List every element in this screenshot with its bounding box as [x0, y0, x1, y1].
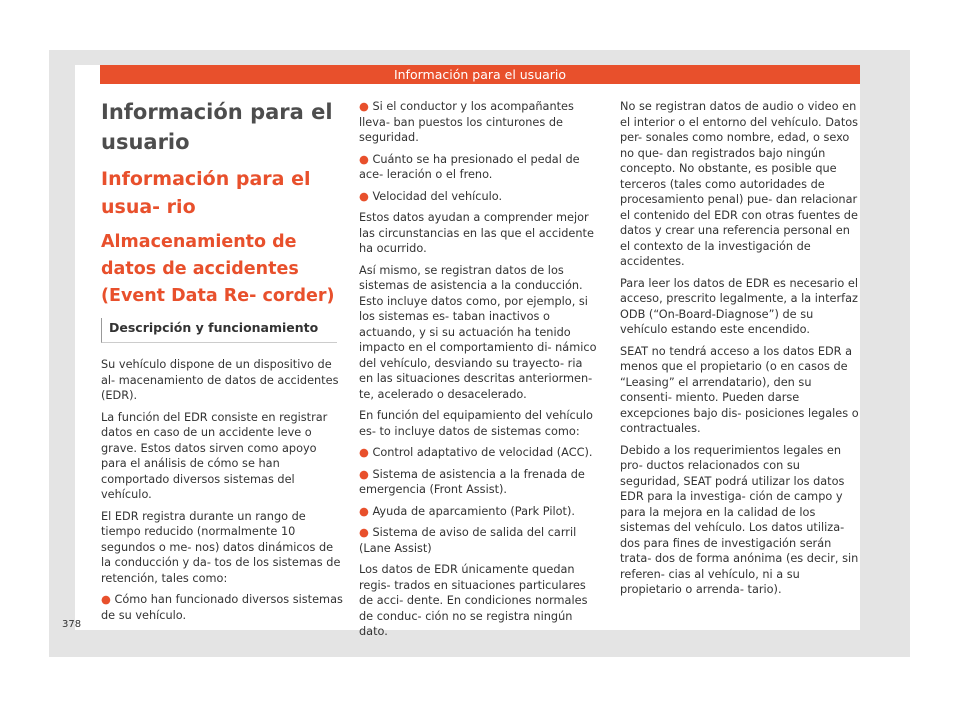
list-item [101, 592, 344, 623]
column-2 [359, 99, 599, 646]
bullet-icon: ● [359, 467, 373, 481]
main-title: Información para el usuario [101, 100, 333, 154]
list-item [359, 445, 599, 461]
paragraph: En función del equipamiento del vehículo es- to incluye datos de sistemas como: [359, 409, 593, 438]
bullet-icon: ● [359, 189, 373, 203]
paragraph: SEAT no tendrá acceso a los datos EDR a menos que el propietario (o en casos de “Leasing” el arrendatario), den su consenti- miento. Pueden darse excepciones bajo dis- posiciones legales o contractuales. [620, 344, 859, 435]
list-item-text: Cómo han funcionado diversos sistemas de su vehículo. [101, 593, 343, 622]
bullet-icon: ● [359, 152, 373, 166]
list-item [359, 99, 599, 146]
list-item-text: Si el conductor y los acompañantes lleva- ban puestos los cinturones de seguridad. [359, 100, 574, 144]
list-item [359, 504, 599, 520]
paragraph: Para leer los datos de EDR es necesario el acceso, prescrito legalmente, a la interfaz ODB (“On-Board-Diagnose”) de su vehículo estando este encendido. [620, 276, 858, 336]
list-item-text: Velocidad del vehículo. [372, 189, 503, 203]
section-title: Información para el usua- rio [101, 168, 311, 218]
subsection-title: Almacenamiento de datos de accidentes (Event Data Re- corder) [101, 232, 335, 306]
bullet-icon: ● [359, 446, 373, 459]
paragraph: La función del EDR consiste en registrar datos en caso de un accidente leve o grave. Estos datos sirven como apoyo para el análisis de cómo se han comportado diversos sistemas del vehículo. [101, 410, 328, 501]
paragraph: Así mismo, se registran datos de los sistemas de asistencia a la conducción. Esto incluye datos como, por ejemplo, si los sistemas es- taban inactivos o actuando, y si su actuación ha tenido impacto en el comportamiento di- námico del vehículo, desviando su trayecto- ria en las situaciones descritas anteriormen- te, acelerado o desacelerado. [359, 263, 597, 401]
list-item [359, 467, 599, 498]
section-header: Información para el usuario [100, 65, 860, 84]
bullet-icon: ● [359, 100, 373, 113]
list-item-text: Cuánto se ha presionado el pedal de ace- leración o el freno. [359, 152, 580, 181]
list-item [359, 525, 599, 556]
bullet-icon: ● [101, 593, 115, 606]
paragraph: Su vehículo dispone de un dispositivo de al- macenamiento de datos de accidentes (EDR). [101, 358, 339, 402]
column-3 [620, 99, 860, 604]
bullet-icon: ● [359, 526, 373, 539]
topic-title: Descripción y funcionamiento [101, 318, 337, 343]
paragraph: Los datos de EDR únicamente quedan regis- trados en situaciones particulares de acci- dente. En condiciones normales de conduc- ción no se registra ningún dato. [359, 563, 588, 638]
paragraph: No se registran datos de audio o video en el interior o el entorno del vehículo. Datos per- sonales como nombre, edad, o sexo no que- dan registrados bajo ningún concepto. No obstante, es posible que terceros (tales como autoridades de procesamiento penal) pue- dan relacionar el contenido del EDR con otras fuentes de datos y crear una referencia personal en el contexto de la investigación de accidentes. [620, 100, 859, 268]
paragraph: El EDR registra durante un rango de tiempo reducido (normalmente 10 segundos o me- nos) datos dinámicos de la conducción y da- tos de los sistemas de retención, tales como: [101, 509, 341, 585]
page-number: 378 [62, 619, 82, 630]
list-item-text: Control adaptativo de velocidad (ACC). [372, 446, 593, 459]
list-item-text: Sistema de asistencia a la frenada de emergencia (Front Assist). [359, 467, 585, 496]
list-item [359, 189, 599, 205]
column-1 [101, 97, 344, 629]
list-item [359, 152, 599, 183]
paragraph: Debido a los requerimientos legales en pro- ductos relacionados con su seguridad, SEAT podrá utilizar los datos EDR para la investiga- ción de campo y para la mejora en la calidad de los sistemas del vehículo. Los datos utiliza- dos para fines de investigación serán trata- dos de forma anónima (es decir, sin referen- cias al vehículo, ni a su propietario o arrenda- tario). [620, 443, 859, 596]
paragraph: Estos datos ayudan a comprender mejor las circunstancias en las que el accidente ha ocurrido. [359, 211, 594, 255]
list-item-text: Sistema de aviso de salida del carril (Lane Assist) [359, 526, 577, 555]
list-item-text: Ayuda de aparcamiento (Park Pilot). [372, 504, 575, 518]
bullet-icon: ● [359, 504, 373, 518]
